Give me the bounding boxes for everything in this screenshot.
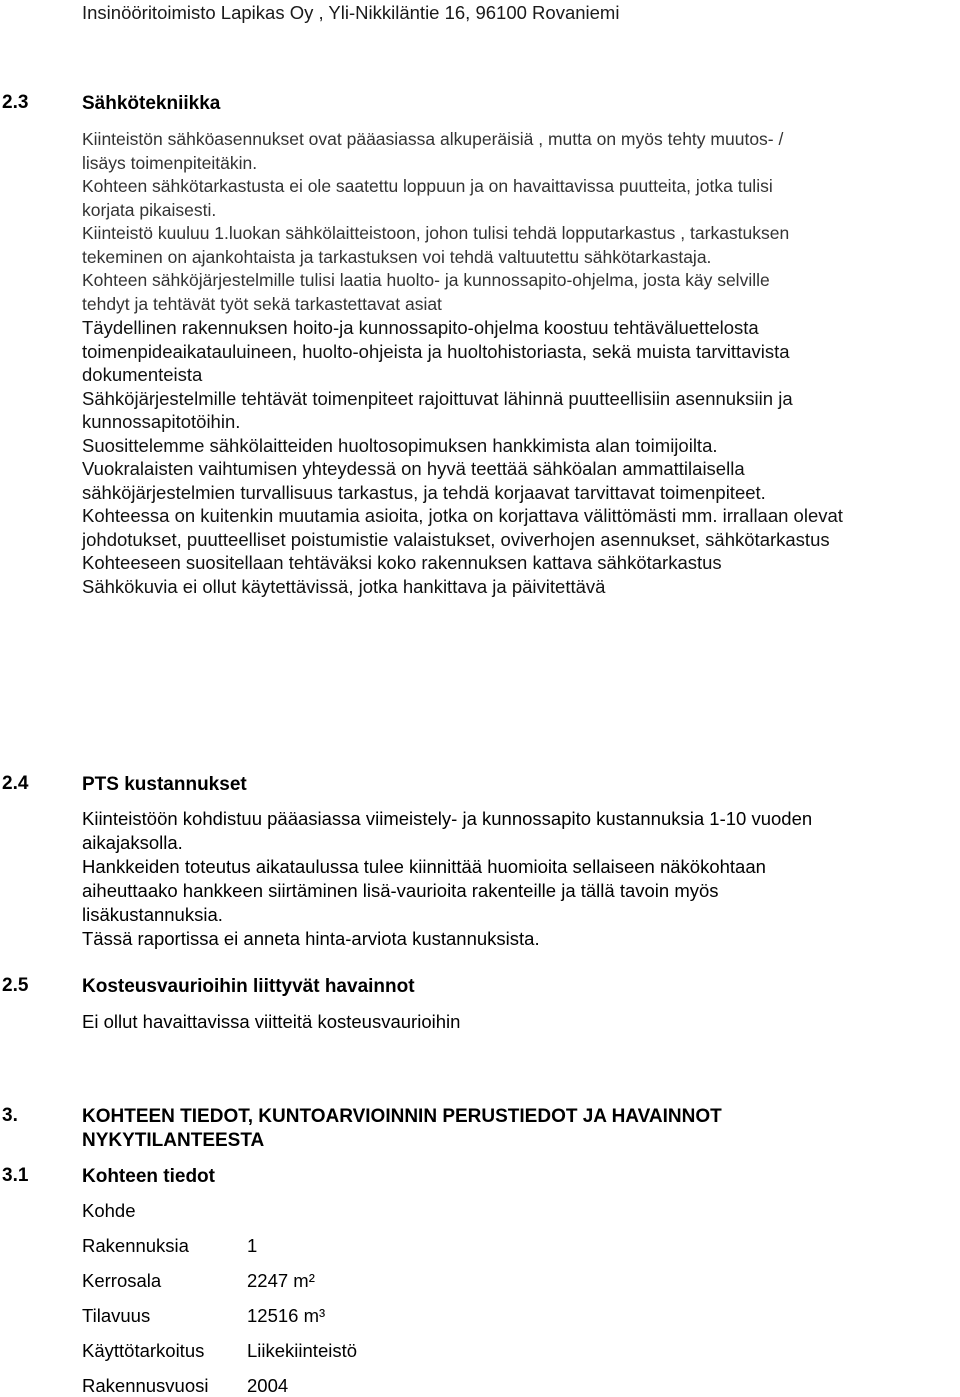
body-line: Kohteeseen suositellaan tehtäväksi koko rakennuksen kattava sähkötarkastus — [82, 552, 722, 573]
section-body — [82, 1010, 960, 1034]
body-line: Sähkökuvia ei ollut käytettävissä, jotka hankittava ja päivitettävä — [82, 575, 606, 597]
body-line: Tässä raportissa ei anneta hinta-arviota kustannuksista. — [82, 928, 540, 949]
body-line: johdotukset, puutteelliset poistumistie valaistukset, oviverhojen asennukset, sähkötarkastus — [82, 528, 830, 550]
field-label: Rakennusvuosi — [82, 1375, 209, 1396]
section-body — [82, 807, 960, 951]
body-line: Kohteen sähkötarkastusta ei ole saatettu loppuun ja on havaittavissa puutteita, jotka tulisi — [82, 176, 773, 196]
section-body — [82, 128, 960, 598]
body-line: Sähköjärjestelmille tehtävät toimenpiteet rajoittuvat lähinnä puutteellisiin asennuksiin ja — [82, 387, 793, 409]
body-line: Kohteessa on kuitenkin muutamia asioita, jotka on korjattava välittömästi mm. irrallaan olevat — [82, 505, 843, 526]
info-row-kayttotarkoitus — [82, 1340, 358, 1362]
body-line: Ei ollut havaittavissa viitteitä kosteusvaurioihin — [82, 1011, 461, 1032]
field-value: 2004 — [247, 1375, 289, 1396]
section-number: 2.4 — [2, 773, 29, 794]
body-line: sähköjärjestelmien turvallisuus tarkastus, ja tehdä korjaavat tarvittavat toimenpiteet. — [82, 481, 766, 503]
body-line: Kiinteistö kuuluu 1.luokan sähkölaitteistoon, johon tulisi tehdä lopputarkastus , tarkastuksen — [82, 223, 790, 243]
kohde-label — [82, 1200, 136, 1222]
body-line: dokumenteista — [82, 364, 203, 385]
field-value: Liikekiinteistö — [247, 1340, 358, 1361]
info-row-tilavuus — [82, 1305, 326, 1327]
document-header: Insinööritoimisto Lapikas Oy , Yli-Nikkiläntie 16, 96100 Rovaniemi — [82, 2, 620, 23]
section-number: 3.1 — [2, 1165, 29, 1186]
section-title-line: KOHTEEN TIEDOT, KUNTOARVIOINNIN PERUSTIEDOT JA HAVAINNOT — [82, 1106, 722, 1127]
info-row-rakennuksia — [82, 1235, 258, 1257]
field-value: 1 — [247, 1235, 258, 1256]
body-line: lisäys toimenpiteitäkin. — [82, 152, 258, 173]
body-line: kunnossapitotöihin. — [82, 411, 241, 432]
field-label: Käyttötarkoitus — [82, 1340, 205, 1361]
body-line: toimenpideaikatauluineen, huolto-ohjeista ja huoltohistoriasta, sekä muista tarvittavista — [82, 340, 790, 362]
body-line: Kiinteistön sähköasennukset ovat pääasiassa alkuperäisiä , mutta on myös tehty muutos- / — [82, 129, 784, 149]
body-line: Kohteen sähköjärjestelmille tulisi laatia huolto- ja kunnossapito-ohjelma, josta käy selville — [82, 270, 770, 290]
section-title: PTS kustannukset — [82, 774, 247, 795]
field-label: Kohde — [82, 1200, 136, 1221]
section-number: 3. — [2, 1105, 18, 1126]
section-title: Kohteen tiedot — [82, 1166, 215, 1187]
section-title: Sähkötekniikka — [82, 93, 221, 114]
body-line: aiheuttaako hankkeen siirtäminen lisä-vaurioita rakenteille ja tällä tavoin myös — [82, 880, 719, 901]
body-line: Vuokralaisten vaihtumisen yhteydessä on hyvä teettää sähköalan ammattilaisella — [82, 458, 745, 479]
field-label: Tilavuus — [82, 1305, 151, 1326]
body-line: Täydellinen rakennuksen hoito-ja kunnossapito-ohjelma koostuu tehtäväluettelosta — [82, 317, 759, 338]
body-line: Kiinteistöön kohdistuu pääasiassa viimeistely- ja kunnossapito kustannuksia 1-10 vuoden — [82, 808, 813, 829]
body-line: lisäkustannuksia. — [82, 904, 223, 925]
info-row-rakennusvuosi — [82, 1375, 289, 1397]
body-line: aikajaksolla. — [82, 832, 183, 853]
section-number: 2.3 — [2, 92, 29, 113]
field-value: 12516 m³ — [247, 1305, 326, 1326]
body-line: tehdyt ja tehtävät työt sekä tarkastettavat asiat — [82, 293, 442, 314]
body-line: tekeminen on ajankohtaista ja tarkastuksen voi tehdä valtuutettu sähkötarkastaja. — [82, 246, 712, 267]
field-value: 2247 m² — [247, 1270, 315, 1291]
body-line: Hankkeiden toteutus aikataulussa tulee kiinnittää huomioita sellaiseen näkökohtaan — [82, 856, 766, 877]
section-title-line: NYKYTILANTEESTA — [82, 1130, 265, 1151]
section-number: 2.5 — [2, 975, 29, 996]
body-line: Suosittelemme sähkölaitteiden huoltosopimuksen hankkimista alan toimijoilta. — [82, 434, 718, 456]
info-row-kerrosala — [82, 1270, 315, 1292]
body-line: korjata pikaisesti. — [82, 199, 217, 220]
section-title — [82, 1105, 942, 1153]
section-title: Kosteusvaurioihin liittyvät havainnot — [82, 976, 415, 997]
field-label: Kerrosala — [82, 1270, 162, 1291]
field-label: Rakennuksia — [82, 1235, 189, 1256]
